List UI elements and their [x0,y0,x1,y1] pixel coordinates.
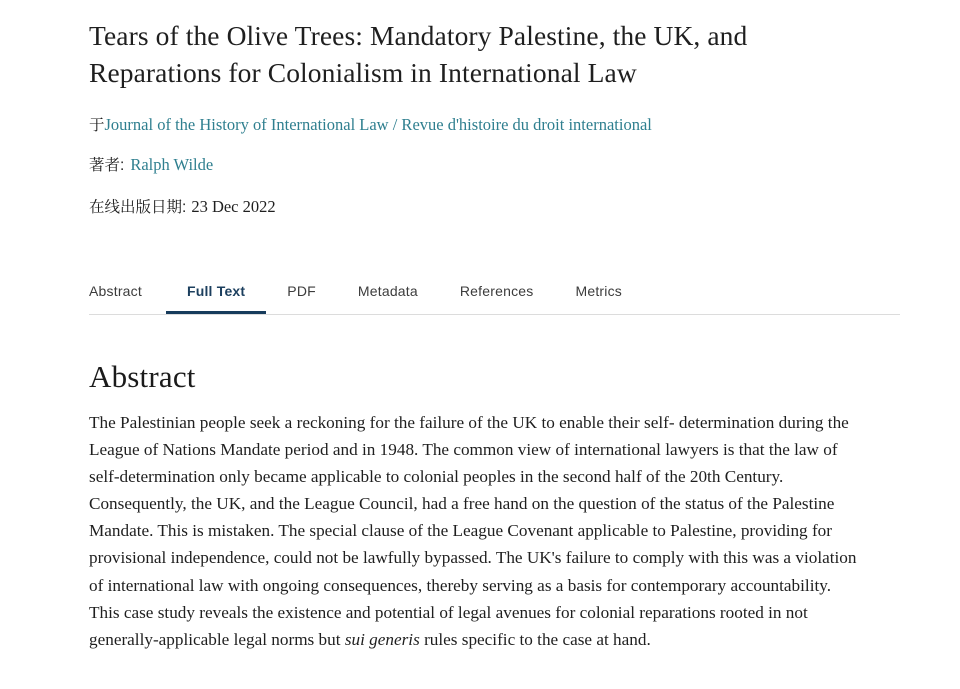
abstract-text [89,409,859,654]
publication-date-line [89,195,900,219]
publication-date-value: 23 Dec 2022 [191,197,276,217]
journal-link[interactable]: Journal of the History of International Law / Revue d'histoire du droit international [104,115,652,135]
author-link[interactable]: Ralph Wilde [130,154,214,174]
tab-full-text[interactable]: Full Text [166,277,266,314]
tab-abstract[interactable]: Abstract [89,282,142,299]
publication-date-label: 在线出版日期: [89,199,187,217]
tab-metadata[interactable]: Metadata [357,282,418,299]
tab-metrics[interactable]: Metrics [575,282,622,299]
journal-prefix-label: 于 [89,117,105,135]
abstract-text-italic: sui generis [344,629,420,649]
abstract-text-part1: The Palestinian people seek a reckoning for the failure of the UK to enable their self- determination during the League of Nations Mandate period and in 1948. The common view of international lawyers is that the law of self-determination only became applicable to colonial peoples in the second half of the 20th Century. Consequently, the UK, and the League Council, had a free hand on the question of the status of the Palestine Mandate. This is mistaken. The special clause of the League Covenant applicable to Palestine, providing for provisional independence, could not be lawfully bypassed. The UK's failure to comply with this was a violation of international law with ongoing consequences, thereby serving as a basis for contemporary accountability. This case study reveals the existence and potential of legal avenues for colonial reparations rooted in not generally-applicable legal norms but [89,412,857,649]
page-title: Tears of the Olive Trees: Mandatory Palestine, the UK, and Reparations for Colonialism in International Law [89,20,748,88]
journal-line [89,113,900,137]
tab-references[interactable]: References [459,282,534,299]
article-content [89,0,900,653]
abstract-text-part2: rules specific to the case at hand. [419,629,651,649]
tab-pdf[interactable]: PDF [287,282,316,299]
article-tabs [89,277,900,315]
authors-line [89,153,900,177]
authors-label: 著者: [89,156,125,174]
abstract-heading: Abstract [89,358,196,394]
